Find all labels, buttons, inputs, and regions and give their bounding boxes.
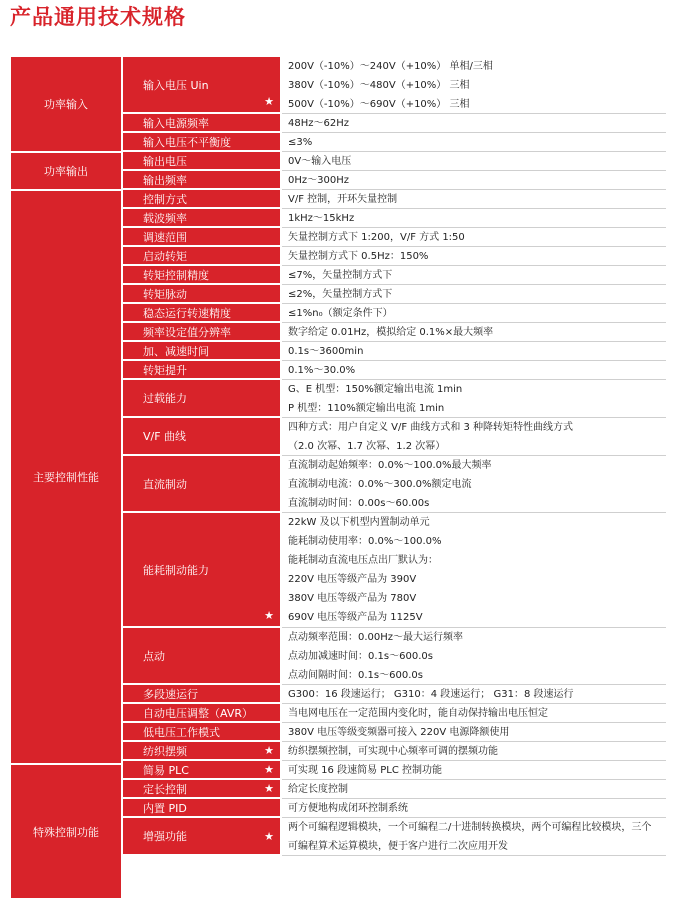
value-line: ≤3% [288,136,313,148]
value-cell [282,133,666,151]
value-line: 当电网电压在一定范围内变化时，能自动保持输出电压恒定 [288,707,548,719]
value-line: 可编程算术运算模块，便于客户进行二次应用开发 [288,840,508,852]
param-label: 输出频率 [143,173,187,187]
value-line: 直流制动电流：0.0%～300.0%额定电流 [288,478,472,490]
page-title: 产品通用技术规格 [10,5,186,29]
category-cell: 主要控制性能 [11,191,121,763]
param-label: 增强功能 [143,830,187,843]
value-line: ≤2%，矢量控制方式下 [288,288,393,300]
param-label: 纺织摆频 [143,744,187,758]
star-icon: ★ [264,95,274,108]
value-cell [282,628,666,684]
value-line: ≤7%，矢量控制方式下 [288,269,393,281]
value-cell [282,171,666,189]
param-cell [123,456,280,511]
value-line: （2.0 次幂、1.7 次幂、1.2 次幂） [288,440,446,452]
value-line: 点动频率范围：0.00Hz～最大运行频率 [288,631,464,643]
value-line: 纺织摆频控制，可实现中心频率可调的摆频功能 [288,745,498,757]
param-cell [123,323,280,340]
value-line: 直流制动时间：0.00s～60.00s [288,497,430,509]
value-line: 矢量控制方式下 0.5Hz：150% [288,250,429,262]
param-label: 转矩控制精度 [143,268,209,282]
value-line: 可方便地构成闭环控制系统 [288,802,408,814]
value-line: 可实现 16 段速简易 PLC 控制功能 [288,764,443,776]
param-cell [123,685,280,702]
value-cell [282,799,666,817]
value-cell [282,247,666,265]
value-line: 数字给定 0.01Hz，模拟给定 0.1%×最大频率 [288,326,494,338]
value-cell [282,780,666,798]
value-line: 22kW 及以下机型内置制动单元 [288,517,430,528]
value-line: P 机型：110%额定输出电流 1min [288,402,445,414]
param-cell [123,780,280,797]
param-cell [123,209,280,226]
value-cell [282,513,666,627]
value-cell [282,723,666,741]
value-line: 给定长度控制 [288,783,348,795]
value-line: 0.1%～30.0% [288,364,356,376]
value-line: 0.1s～3600min [288,345,364,357]
value-line: 能耗制动直流电压点出厂默认为： [288,555,438,566]
param-cell [123,304,280,321]
value-cell [282,685,666,703]
value-line: 直流制动起始频率：0.0%～100.0%最大频率 [288,459,492,471]
param-cell [123,799,280,816]
value-line: 0V～输入电压 [288,155,352,167]
param-label: 过载能力 [143,392,187,405]
param-cell [123,152,280,169]
param-cell [123,704,280,721]
param-cell [123,57,280,112]
value-line: 690V 电压等级产品为 1125V [288,612,423,623]
value-line: 200V（-10%）～240V（+10%） 单相/三相 [288,60,493,72]
value-line: 380V 电压等级变频器可接入 220V 电源降额使用 [288,726,510,738]
param-label: 直流制动 [143,477,187,491]
param-cell [123,247,280,264]
star-icon: ★ [264,609,274,622]
param-label: V/F 曲线 [143,430,187,443]
category-cell: 功率输入 [11,57,121,151]
value-line: 380V 电压等级产品为 780V [288,593,417,604]
value-cell [282,209,666,227]
star-icon: ★ [264,744,274,757]
param-label: 定长控制 [143,782,187,796]
param-label: 简易 PLC [143,763,189,777]
param-cell [123,761,280,778]
param-cell [123,114,280,131]
param-label: 转矩提升 [143,363,187,377]
value-cell [282,57,666,113]
param-cell [123,742,280,759]
value-line: 四种方式：用户自定义 V/F 曲线方式和 3 种降转矩特性曲线方式 [288,421,574,433]
param-label: 载波频率 [143,211,187,225]
value-line: 500V（-10%）～690V（+10%） 三相 [288,98,470,110]
value-cell [282,418,666,455]
star-icon: ★ [264,763,274,776]
row-divider [282,855,666,856]
value-line: 48Hz～62Hz [288,117,349,129]
value-cell [282,228,666,246]
param-label: 低电压工作模式 [143,725,220,739]
param-label: 输入电源频率 [143,116,209,130]
param-cell [123,723,280,740]
value-cell [282,304,666,322]
param-label: 自动电压调整（AVR） [143,706,253,720]
spec-table [11,57,666,901]
value-cell [282,285,666,303]
param-label: 输入电压不平衡度 [143,135,231,149]
value-line: V/F 控制，开环矢量控制 [288,193,398,205]
param-label: 点动 [143,649,165,663]
param-label: 多段速运行 [143,687,198,701]
param-cell [123,190,280,207]
value-cell [282,380,666,417]
value-line: 0Hz～300Hz [288,174,349,186]
param-label: 稳态运行转速精度 [143,306,231,320]
value-cell [282,152,666,170]
value-line: 点动加减速时间：0.1s～600.0s [288,650,433,662]
value-line: 380V（-10%）～480V（+10%） 三相 [288,79,470,91]
param-cell [123,380,280,416]
value-line: 220V 电压等级产品为 390V [288,574,417,585]
param-label: 频率设定值分辨率 [143,325,231,339]
value-cell [282,266,666,284]
param-cell [123,228,280,245]
param-label: 控制方式 [143,192,187,206]
value-cell [282,323,666,341]
value-line: 点动间隔时间：0.1s～600.0s [288,669,423,681]
param-label: 能耗制动能力 [143,563,209,577]
value-line: 矢量控制方式下 1:200，V/F 方式 1:50 [288,231,465,243]
value-line: 两个可编程逻辑模块，一个可编程二/十进制转换模块，两个可编程比较模块，三个 [288,821,652,833]
value-cell [282,361,666,379]
value-cell [282,190,666,208]
param-cell [123,285,280,302]
param-label: 调速范围 [143,230,187,244]
value-cell [282,742,666,760]
param-cell [123,818,280,854]
star-icon: ★ [264,829,274,843]
param-cell [123,266,280,283]
value-line: G、E 机型：150%额定输出电流 1min [288,383,463,395]
param-label: 内置 PID [143,801,187,815]
param-cell [123,628,280,683]
param-label: 加、减速时间 [143,344,209,358]
value-cell [282,704,666,722]
category-cell: 特殊控制功能 [11,765,121,898]
param-cell [123,342,280,359]
param-cell [123,133,280,150]
value-line: 1kHz～15kHz [288,212,355,224]
value-cell [282,114,666,132]
param-label: 启动转矩 [143,249,187,263]
value-cell [282,342,666,360]
param-label: 输出电压 [143,154,187,168]
star-icon: ★ [264,782,274,795]
value-line: 能耗制动使用率：0.0%～100.0% [288,536,442,547]
value-line: ≤1%n₀（额定条件下） [288,307,393,319]
category-cell: 功率输出 [11,153,121,189]
param-label: 转矩脉动 [143,287,187,301]
param-cell [123,418,280,454]
value-cell [282,456,666,512]
value-cell [282,761,666,779]
param-cell [123,171,280,188]
value-line: G300：16 段速运行； G310：4 段速运行； G31：8 段速运行 [288,688,574,700]
value-cell [282,818,666,855]
param-cell [123,361,280,378]
param-cell [123,513,280,626]
param-label: 输入电压 Uin [143,78,209,92]
